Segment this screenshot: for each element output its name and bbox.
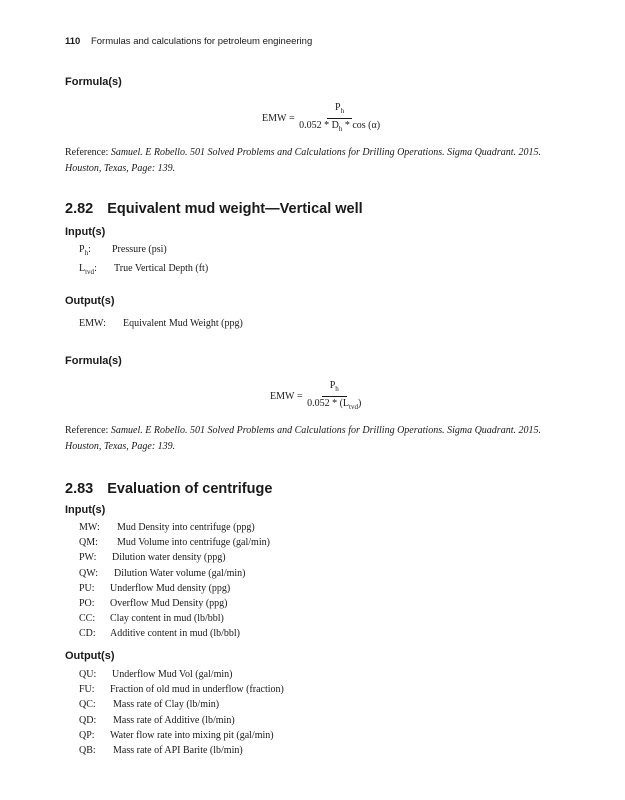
item-description: Mass rate of API Barite (lb/min) [113, 745, 243, 757]
list-item [79, 566, 270, 581]
reference-top [65, 145, 575, 177]
item-symbol-sub: h [84, 249, 89, 257]
item-description: Equivalent Mud Weight (ppg) [123, 318, 243, 329]
section-number: 2.83 [65, 481, 94, 497]
item-description: Water flow rate into mixing pit (gal/min) [110, 729, 274, 741]
input-heading-283: Input(s) [65, 504, 106, 516]
item-symbol: L [79, 263, 86, 275]
denominator-b: ) [358, 398, 362, 409]
formula-emw-deviated: EMW = $\frac{P_h}{0.052 * D_h * \cos (\alpha)}$ [262, 101, 382, 136]
list-item [79, 316, 243, 331]
denominator-a: 0.052 * D [299, 120, 339, 131]
formula-lhs: EMW [262, 113, 287, 124]
list-item [79, 611, 270, 626]
item-symbol: PW: [79, 552, 97, 564]
item-description: Overflow Mud Density (ppg) [110, 598, 228, 610]
item-symbol: QM: [79, 537, 98, 549]
item-description: Mass rate of Additive (lb/min) [113, 714, 235, 726]
item-symbol: MW: [79, 522, 100, 533]
section-number: 2.82 [65, 201, 94, 217]
list-item [79, 596, 270, 611]
formula-heading-282: Formula(s) [65, 355, 122, 367]
reference-text: Samuel. E Robello. 501 Solved Problems and Calculations for Drilling Operations. Sigma Quadrant. 2015. Houston, Texas, Page: 139. [65, 147, 541, 174]
list-item [79, 728, 284, 743]
item-description: Additive content in mud (lb/bbl) [110, 628, 240, 640]
output-heading-282: Output(s) [65, 295, 115, 307]
item-symbol: QW: [79, 567, 99, 579]
item-symbol: QD: [79, 714, 97, 726]
item-symbol: CC: [79, 613, 96, 625]
section-title: Evaluation of centrifuge [107, 481, 273, 497]
page-number: 110 [65, 36, 81, 47]
list-item [79, 667, 284, 682]
item-description: Underflow Mud density (ppg) [110, 582, 231, 594]
list-item [79, 713, 284, 728]
list-item [79, 520, 270, 535]
item-description: Mass rate of Clay (lb/min) [113, 699, 220, 711]
formula-emw-vertical: EMW = $\frac{P_h}{0.052 * (L_{tvd})}$ [270, 379, 363, 414]
running-header [65, 36, 312, 47]
numerator: P [335, 102, 341, 113]
item-description: Fraction of old mud in underflow (fraction) [110, 684, 284, 696]
output-list-283 [79, 667, 284, 758]
reference-prefix: Reference: [65, 147, 111, 158]
item-description: Dilution Water volume (gal/min) [114, 567, 246, 579]
reference-282 [65, 423, 575, 455]
item-symbol-sub: tvd [85, 268, 95, 277]
denominator-b: * cos (α) [342, 120, 381, 131]
list-item [79, 581, 270, 596]
numerator-sub: h [335, 385, 339, 393]
formula-lhs: EMW [270, 391, 295, 402]
section-title: Equivalent mud weight—Vertical well [107, 201, 363, 217]
reference-text: Samuel. E Robello. 501 Solved Problems and Calculations for Drilling Operations. Sigma Quadrant. 2015. Houston, Texas, Page: 139. [65, 425, 541, 452]
numerator-sub: h [340, 107, 345, 115]
input-list-282 [79, 242, 208, 280]
input-heading-282: Input(s) [65, 226, 106, 238]
item-description: Mud Density into centrifuge (ppg) [117, 522, 255, 533]
item-symbol: QC: [79, 699, 96, 711]
denominator-sub: h [338, 125, 343, 133]
item-symbol: PU: [79, 582, 95, 594]
running-title: Formulas and calculations for petroleum engineering [90, 36, 313, 47]
list-item: $P_h$: Pressure (psi) [79, 242, 208, 261]
reference-prefix: Reference: [65, 425, 111, 436]
list-item [79, 697, 284, 712]
list-item [79, 626, 270, 641]
item-description: Clay content in mud (lb/bbl) [110, 613, 224, 625]
denominator-a: 0.052 * (L [307, 398, 350, 409]
list-item [79, 682, 284, 697]
list-item [79, 550, 270, 565]
output-heading-283: Output(s) [65, 650, 115, 662]
item-symbol: CD: [79, 628, 96, 640]
list-item [79, 743, 284, 758]
item-description: Pressure (psi) [112, 244, 167, 255]
item-symbol: PO: [79, 598, 95, 610]
item-symbol: EMW: [79, 318, 106, 329]
item-symbol: P [79, 244, 85, 255]
item-symbol: QU: [79, 669, 97, 680]
formula-heading-top: Formula(s) [65, 76, 122, 88]
list-item [79, 535, 270, 550]
item-description: Dilution water density (ppg) [112, 552, 226, 564]
item-symbol: FU: [79, 684, 95, 696]
item-symbol: QB: [79, 745, 96, 757]
section-heading-282 [65, 201, 363, 217]
formula-fraction [297, 101, 382, 136]
section-heading-283 [65, 481, 272, 497]
item-description: Mud Volume into centrifuge (gal/min) [117, 537, 270, 549]
formula-fraction [305, 379, 363, 414]
output-list-282 [79, 316, 243, 331]
list-item: $L_{tvd}$: True Vertical Depth (ft) [79, 261, 208, 280]
numerator: P [329, 380, 336, 391]
item-symbol: QP: [79, 729, 95, 741]
input-list-283 [79, 520, 270, 642]
denominator-sub: tvd [349, 403, 358, 411]
item-description: True Vertical Depth (ft) [114, 263, 209, 275]
item-description: Underflow Mud Vol (gal/min) [112, 669, 233, 680]
